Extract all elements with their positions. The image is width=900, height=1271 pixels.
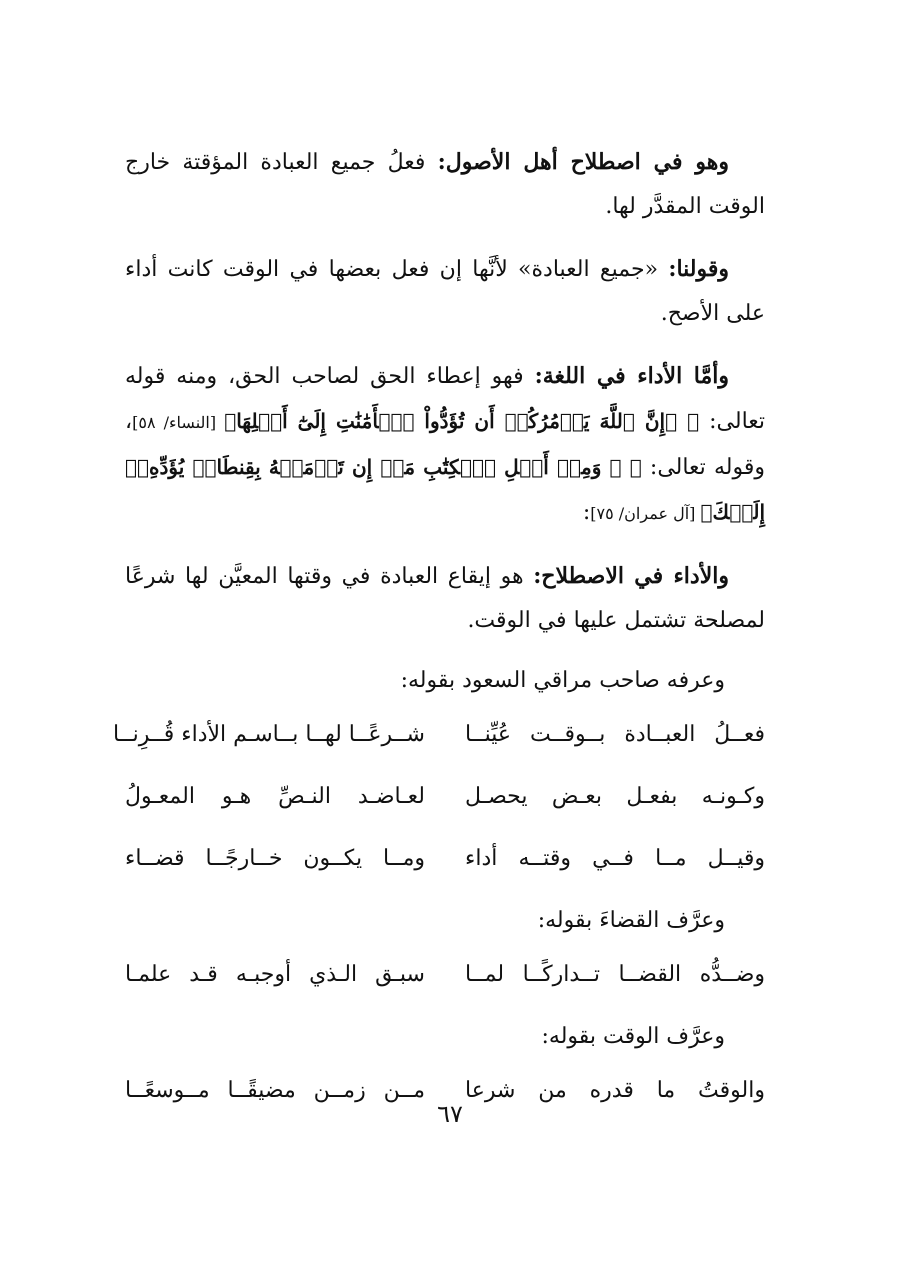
poem-verse (125, 839, 765, 879)
verse-first-hemistich: وضــدُّه القضــا تــداركًــا لمــا (465, 962, 765, 987)
verse-second-hemistich: لعـاضـد النـصِّ هـو المعـولُ (125, 784, 425, 809)
paragraph-text: ، وقوله تعالى: (125, 409, 765, 480)
verse-first-hemistich: وقيــل مــا فــي وقتــه أداء (465, 846, 765, 871)
page-body (112, 140, 766, 1133)
verse-reference: [النساء/ ٥٨] (132, 413, 225, 432)
term-lead: وهو في اصطلاح أهل الأصول: (437, 149, 729, 175)
paragraph-text: فهو إعطاء الحق لصاحب الحق، ومنه قوله تعالى: (125, 364, 766, 434)
verse-first-hemistich: فعــلُ العبــادة بــوقــت عُيِّنــا (465, 722, 765, 747)
paragraph-text: هو إيقاع العبادة في وقتها المعيَّن لها شرعًا لمصلحة تشتمل عليها في الوقت. (125, 564, 765, 633)
verse-second-hemistich: ومــا يكــون خــارجًــا قضــاء (125, 846, 425, 871)
verse-reference: [آل عمران/ ٧٥] (590, 504, 701, 523)
poem-intro: وعرفه صاحب مراقي السعود بقوله: (400, 668, 725, 693)
verse-second-hemistich: سبـق الـذي أوجبـه قـد علمـا (125, 962, 425, 987)
poem-block-ada (112, 715, 765, 879)
paragraph-qada-definition (125, 140, 765, 229)
verse-first-hemistich: والوقتُ ما قدره من شرعا (465, 1078, 765, 1103)
quran-verse: ﴿ ۞ وَمِنۡ أَهۡلِ ٱلۡكِتَٰبِ مَنۡ إِن تَأۡمَنۡهُ بِقِنطَارٖ يُؤَدِّهِۦٓ إِلَيۡكَ﴾ (125, 455, 765, 524)
page-number: ٦٧ (437, 1100, 463, 1128)
poem-verse (125, 777, 765, 817)
verse-second-hemistich: مــن زمــن مضيقًــا مــوسعًــا (125, 1078, 425, 1103)
term-lead: وأمَّا الأداء في اللغة: (534, 363, 729, 389)
verse-first-hemistich: وكـونـه بفعـل بعـض يحصـل (465, 784, 765, 809)
poem-verse (125, 955, 765, 995)
paragraph-text: «جميع العبادة» لأنَّها إن فعل بعضها في الوقت كانت أداء على الأصح. (125, 257, 765, 326)
poem-intro: وعرَّف الوقت بقوله: (541, 1024, 725, 1049)
verse-second-hemistich: شــرعًــا لهــا بــاسـم الأداء قُــرِنــا (112, 722, 425, 747)
term-lead: وقولنا: (668, 256, 729, 282)
paragraph-ada-terminology (125, 554, 765, 643)
quran-verse: ﴿ ۞إِنَّ ٱللَّهَ يَأۡمُرُكُمۡ أَن تُؤَدُّواْ ٱلۡأَمَٰنَٰتِ إِلَىٰٓ أَهۡلِهَا﴾ (224, 409, 700, 433)
poem-block-qada (125, 955, 765, 995)
paragraph-note (125, 247, 765, 336)
poem-intro: وعرَّف القضاءَ بقوله: (537, 908, 725, 933)
term-lead: والأداء في الاصطلاح: (533, 563, 729, 589)
paragraph-ada-language (125, 354, 765, 536)
paragraph-text: : (582, 500, 591, 525)
poem-verse (112, 715, 765, 755)
paragraph-text: فعلُ جميع العبادة المؤقتة خارج الوقت المقدَّر لها. (125, 150, 765, 219)
